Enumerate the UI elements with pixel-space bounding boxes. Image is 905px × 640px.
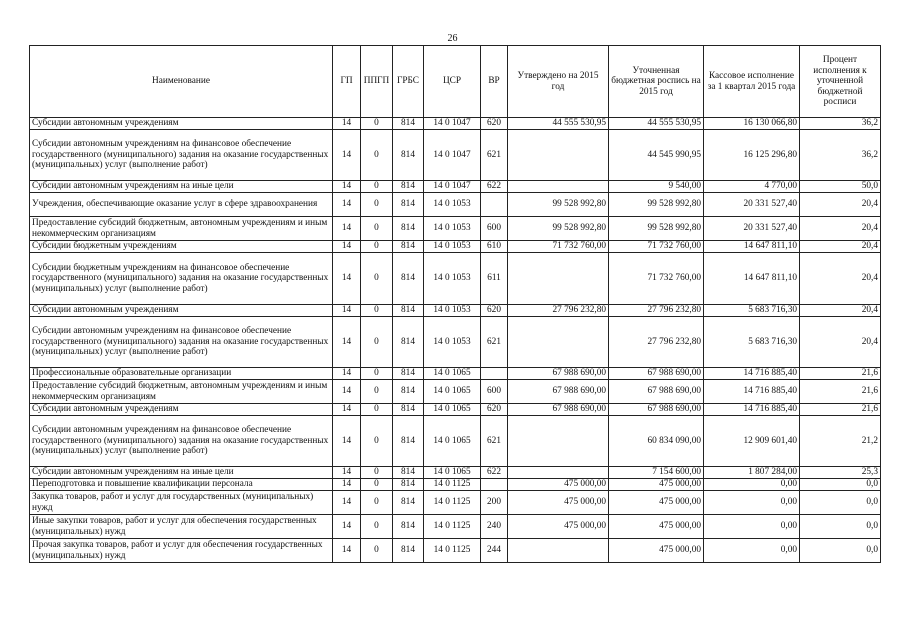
- cell-gp: 14: [333, 404, 361, 416]
- cell-specified: 71 732 760,00: [609, 253, 704, 305]
- cell-ppgp: 0: [361, 118, 393, 130]
- cell-percent: 0,0: [800, 479, 881, 491]
- table-row: [30, 217, 881, 241]
- table-row: [30, 491, 881, 515]
- table-row: [30, 253, 881, 305]
- cell-grbs: 814: [393, 404, 424, 416]
- cell-grbs: 814: [393, 539, 424, 563]
- cell-csr: 14 0 1053: [424, 217, 481, 241]
- cell-ppgp: 0: [361, 491, 393, 515]
- cell-percent: 0,0: [800, 515, 881, 539]
- table-row: [30, 368, 881, 380]
- cell-specified: 475 000,00: [609, 479, 704, 491]
- cell-cash: 16 125 296,80: [704, 130, 800, 181]
- cell-approved: [508, 416, 609, 467]
- cell-approved: 475 000,00: [508, 491, 609, 515]
- cell-approved: [508, 253, 609, 305]
- cell-cash: 0,00: [704, 479, 800, 491]
- cell-approved: 475 000,00: [508, 479, 609, 491]
- cell-vr: 600: [481, 380, 508, 404]
- cell-csr: 14 0 1065: [424, 416, 481, 467]
- cell-vr: 620: [481, 404, 508, 416]
- cell-ppgp: 0: [361, 305, 393, 317]
- cell-cash: 0,00: [704, 515, 800, 539]
- cell-name: Субсидии автономным учреждениям: [30, 118, 333, 130]
- cell-grbs: 814: [393, 217, 424, 241]
- cell-csr: 14 0 1065: [424, 380, 481, 404]
- cell-vr: 622: [481, 467, 508, 479]
- cell-percent: 21,6: [800, 368, 881, 380]
- cell-name: Субсидии автономным учреждениям на финансовое обеспечение государственного (муниципального) задания на оказание государственных (муниципальных) услуг (выполнение работ): [30, 317, 333, 368]
- cell-approved: 67 988 690,00: [508, 368, 609, 380]
- cell-name: Субсидии бюджетным учреждениям на финансовое обеспечение государственного (муниципального) задания на оказание государственных (муниципальных) услуг (выполнение работ): [30, 253, 333, 305]
- cell-ppgp: 0: [361, 416, 393, 467]
- cell-ppgp: 0: [361, 181, 393, 193]
- cell-ppgp: 0: [361, 193, 393, 217]
- cell-approved: 99 528 992,80: [508, 193, 609, 217]
- cell-grbs: 814: [393, 380, 424, 404]
- cell-specified: 44 555 530,95: [609, 118, 704, 130]
- cell-specified: 475 000,00: [609, 515, 704, 539]
- cell-vr: 244: [481, 539, 508, 563]
- cell-name: Предоставление субсидий бюджетным, автономным учреждениям и иным некоммерческим организациям: [30, 217, 333, 241]
- cell-csr: 14 0 1065: [424, 404, 481, 416]
- cell-specified: 67 988 690,00: [609, 404, 704, 416]
- cell-gp: 14: [333, 253, 361, 305]
- cell-cash: 5 683 716,30: [704, 317, 800, 368]
- cell-cash: 20 331 527,40: [704, 193, 800, 217]
- cell-percent: 20,4: [800, 253, 881, 305]
- cell-ppgp: 0: [361, 253, 393, 305]
- table-row: [30, 467, 881, 479]
- cell-approved: 27 796 232,80: [508, 305, 609, 317]
- cell-gp: 14: [333, 193, 361, 217]
- cell-approved: 99 528 992,80: [508, 217, 609, 241]
- cell-gp: 14: [333, 217, 361, 241]
- cell-grbs: 814: [393, 479, 424, 491]
- cell-percent: 25,3: [800, 467, 881, 479]
- cell-approved: 44 555 530,95: [508, 118, 609, 130]
- cell-grbs: 814: [393, 305, 424, 317]
- cell-ppgp: 0: [361, 130, 393, 181]
- header-name: Наименование: [30, 46, 333, 118]
- cell-grbs: 814: [393, 515, 424, 539]
- header-gp: ГП: [333, 46, 361, 118]
- cell-grbs: 814: [393, 118, 424, 130]
- cell-ppgp: 0: [361, 467, 393, 479]
- cell-specified: 7 154 600,00: [609, 467, 704, 479]
- table-row: [30, 539, 881, 563]
- cell-vr: 621: [481, 416, 508, 467]
- cell-percent: 36,2: [800, 118, 881, 130]
- cell-cash: 14 716 885,40: [704, 380, 800, 404]
- cell-percent: 20,4: [800, 241, 881, 253]
- cell-vr: 200: [481, 491, 508, 515]
- cell-cash: 4 770,00: [704, 181, 800, 193]
- cell-gp: 14: [333, 305, 361, 317]
- cell-gp: 14: [333, 539, 361, 563]
- cell-percent: 21,6: [800, 404, 881, 416]
- cell-name: Закупка товаров, работ и услуг для государственных (муниципальных) нужд: [30, 491, 333, 515]
- table-row: [30, 416, 881, 467]
- cell-csr: 14 0 1047: [424, 118, 481, 130]
- cell-csr: 14 0 1065: [424, 368, 481, 380]
- cell-csr: 14 0 1125: [424, 491, 481, 515]
- cell-gp: 14: [333, 380, 361, 404]
- cell-percent: 36,2: [800, 130, 881, 181]
- cell-vr: 620: [481, 118, 508, 130]
- cell-gp: 14: [333, 515, 361, 539]
- cell-cash: 14 716 885,40: [704, 368, 800, 380]
- cell-percent: 20,4: [800, 217, 881, 241]
- cell-percent: 50,0: [800, 181, 881, 193]
- cell-specified: 27 796 232,80: [609, 305, 704, 317]
- cell-ppgp: 0: [361, 217, 393, 241]
- cell-name: Субсидии автономным учреждениям: [30, 305, 333, 317]
- cell-gp: 14: [333, 241, 361, 253]
- cell-vr: 622: [481, 181, 508, 193]
- cell-percent: 21,2: [800, 416, 881, 467]
- cell-vr: 620: [481, 305, 508, 317]
- cell-percent: 20,4: [800, 193, 881, 217]
- cell-gp: 14: [333, 181, 361, 193]
- cell-cash: 0,00: [704, 491, 800, 515]
- cell-percent: 21,6: [800, 380, 881, 404]
- cell-name: Субсидии автономным учреждениям: [30, 404, 333, 416]
- cell-approved: 67 988 690,00: [508, 380, 609, 404]
- cell-ppgp: 0: [361, 404, 393, 416]
- cell-csr: 14 0 1125: [424, 539, 481, 563]
- cell-specified: 475 000,00: [609, 539, 704, 563]
- cell-ppgp: 0: [361, 515, 393, 539]
- cell-specified: 44 545 990,95: [609, 130, 704, 181]
- cell-grbs: 814: [393, 491, 424, 515]
- header-ppgp: ППГП: [361, 46, 393, 118]
- cell-csr: 14 0 1053: [424, 241, 481, 253]
- cell-vr: 240: [481, 515, 508, 539]
- cell-approved: 67 988 690,00: [508, 404, 609, 416]
- cell-cash: 14 716 885,40: [704, 404, 800, 416]
- cell-csr: 14 0 1047: [424, 181, 481, 193]
- header-percent: Процент исполнения к уточненной бюджетной росписи: [800, 46, 881, 118]
- cell-vr: 610: [481, 241, 508, 253]
- header-approved: Утверждено на 2015 год: [508, 46, 609, 118]
- table-row: [30, 404, 881, 416]
- cell-specified: 9 540,00: [609, 181, 704, 193]
- page-number: 26: [447, 33, 458, 44]
- cell-gp: 14: [333, 317, 361, 368]
- cell-specified: 475 000,00: [609, 491, 704, 515]
- cell-percent: 0,0: [800, 539, 881, 563]
- table-row: [30, 118, 881, 130]
- cell-csr: 14 0 1053: [424, 305, 481, 317]
- cell-ppgp: 0: [361, 380, 393, 404]
- cell-name: Прочая закупка товаров, работ и услуг для обеспечения государственных (муниципальных) нужд: [30, 539, 333, 563]
- cell-csr: 14 0 1053: [424, 253, 481, 305]
- header-specified: Уточненная бюджетная роспись на 2015 год: [609, 46, 704, 118]
- cell-name: Субсидии бюджетным учреждениям: [30, 241, 333, 253]
- header-csr: ЦСР: [424, 46, 481, 118]
- cell-gp: 14: [333, 118, 361, 130]
- cell-csr: 14 0 1065: [424, 467, 481, 479]
- cell-vr: [481, 479, 508, 491]
- cell-cash: 0,00: [704, 539, 800, 563]
- cell-name: Субсидии автономным учреждениям на иные цели: [30, 181, 333, 193]
- cell-csr: 14 0 1047: [424, 130, 481, 181]
- cell-approved: [508, 130, 609, 181]
- cell-cash: 12 909 601,40: [704, 416, 800, 467]
- cell-csr: 14 0 1125: [424, 515, 481, 539]
- cell-vr: 621: [481, 130, 508, 181]
- cell-grbs: 814: [393, 467, 424, 479]
- cell-name: Субсидии автономным учреждениям на финансовое обеспечение государственного (муниципального) задания на оказание государственных (муниципальных) услуг (выполнение работ): [30, 416, 333, 467]
- table-body: [30, 118, 881, 563]
- cell-name: Субсидии автономным учреждениям на иные цели: [30, 467, 333, 479]
- cell-specified: 60 834 090,00: [609, 416, 704, 467]
- cell-name: Предоставление субсидий бюджетным, автономным учреждениям и иным некоммерческим организациям: [30, 380, 333, 404]
- cell-approved: 475 000,00: [508, 515, 609, 539]
- cell-gp: 14: [333, 467, 361, 479]
- cell-grbs: 814: [393, 416, 424, 467]
- cell-name: Профессиональные образовательные организации: [30, 368, 333, 380]
- cell-gp: 14: [333, 368, 361, 380]
- table-row: [30, 241, 881, 253]
- table-row: [30, 479, 881, 491]
- cell-vr: 611: [481, 253, 508, 305]
- cell-specified: 67 988 690,00: [609, 368, 704, 380]
- cell-specified: 27 796 232,80: [609, 317, 704, 368]
- header-grbs: ГРБС: [393, 46, 424, 118]
- cell-vr: [481, 193, 508, 217]
- cell-grbs: 814: [393, 241, 424, 253]
- cell-approved: [508, 181, 609, 193]
- table-row: [30, 515, 881, 539]
- cell-cash: 5 683 716,30: [704, 305, 800, 317]
- table-row: [30, 317, 881, 368]
- cell-ppgp: 0: [361, 539, 393, 563]
- cell-specified: 99 528 992,80: [609, 217, 704, 241]
- cell-approved: 71 732 760,00: [508, 241, 609, 253]
- table-row: [30, 130, 881, 181]
- table-row: [30, 305, 881, 317]
- table-row: [30, 181, 881, 193]
- cell-grbs: 814: [393, 193, 424, 217]
- cell-cash: 20 331 527,40: [704, 217, 800, 241]
- cell-approved: [508, 539, 609, 563]
- cell-csr: 14 0 1053: [424, 317, 481, 368]
- cell-grbs: 814: [393, 317, 424, 368]
- budget-table: [29, 45, 881, 563]
- cell-name: Переподготовка и повышение квалификации персонала: [30, 479, 333, 491]
- cell-gp: 14: [333, 130, 361, 181]
- cell-ppgp: 0: [361, 368, 393, 380]
- cell-specified: 71 732 760,00: [609, 241, 704, 253]
- header-cash: Кассовое исполнение за 1 квартал 2015 года: [704, 46, 800, 118]
- cell-ppgp: 0: [361, 317, 393, 368]
- cell-percent: 20,4: [800, 317, 881, 368]
- cell-specified: 99 528 992,80: [609, 193, 704, 217]
- cell-csr: 14 0 1125: [424, 479, 481, 491]
- cell-gp: 14: [333, 491, 361, 515]
- cell-grbs: 814: [393, 253, 424, 305]
- header-vr: ВР: [481, 46, 508, 118]
- table-header-row: [30, 46, 881, 118]
- cell-csr: 14 0 1053: [424, 193, 481, 217]
- cell-ppgp: 0: [361, 479, 393, 491]
- cell-name: Иные закупки товаров, работ и услуг для обеспечения государственных (муниципальных) нужд: [30, 515, 333, 539]
- cell-grbs: 814: [393, 130, 424, 181]
- cell-cash: 14 647 811,10: [704, 253, 800, 305]
- cell-approved: [508, 467, 609, 479]
- cell-gp: 14: [333, 416, 361, 467]
- cell-cash: 1 807 284,00: [704, 467, 800, 479]
- cell-approved: [508, 317, 609, 368]
- cell-vr: [481, 368, 508, 380]
- cell-percent: 0,0: [800, 491, 881, 515]
- cell-grbs: 814: [393, 181, 424, 193]
- cell-name: Учреждения, обеспечивающие оказание услуг в сфере здравоохранения: [30, 193, 333, 217]
- cell-grbs: 814: [393, 368, 424, 380]
- table-row: [30, 380, 881, 404]
- cell-vr: 600: [481, 217, 508, 241]
- cell-cash: 16 130 066,80: [704, 118, 800, 130]
- table-row: [30, 193, 881, 217]
- cell-vr: 621: [481, 317, 508, 368]
- cell-percent: 20,4: [800, 305, 881, 317]
- cell-name: Субсидии автономным учреждениям на финансовое обеспечение государственного (муниципального) задания на оказание государственных (муниципальных) услуг (выполнение работ): [30, 130, 333, 181]
- cell-gp: 14: [333, 479, 361, 491]
- cell-cash: 14 647 811,10: [704, 241, 800, 253]
- cell-ppgp: 0: [361, 241, 393, 253]
- cell-specified: 67 988 690,00: [609, 380, 704, 404]
